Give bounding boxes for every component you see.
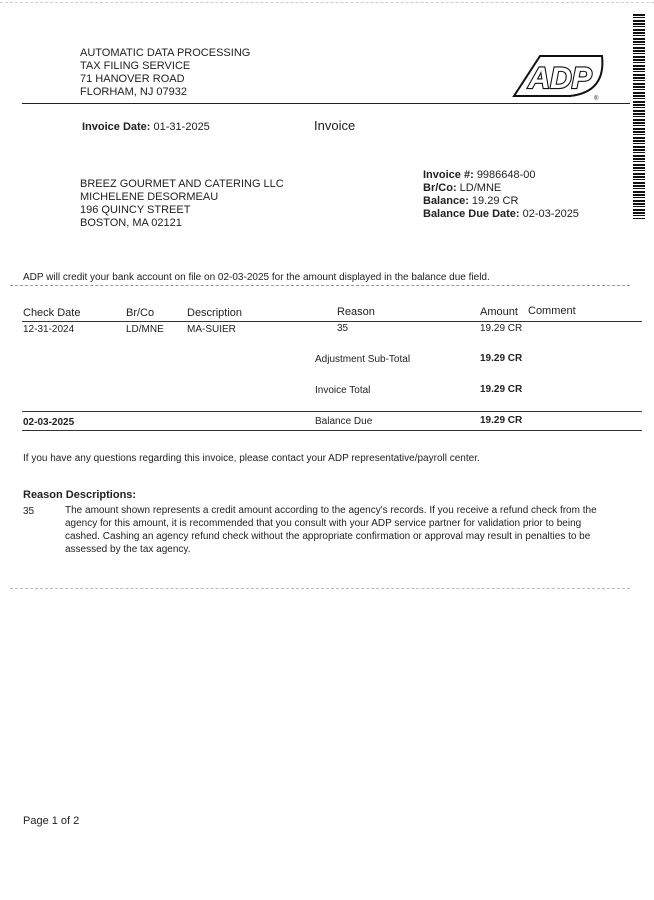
reason-line-3: cashed. Cashing an agency refund check without the appropriate confirmation or approval may result in penalties to be: [65, 531, 591, 542]
reason-code: 35: [23, 506, 35, 517]
invoice-number-label: Invoice #:: [423, 169, 474, 181]
brco-label: Br/Co:: [423, 182, 457, 194]
notice-dashed-rule: [10, 285, 630, 286]
table-header-rule: [22, 321, 642, 322]
col-header-reason: Reason: [337, 306, 375, 318]
row-amount: 19.29 CR: [480, 323, 523, 334]
document-title: Invoice: [314, 118, 356, 133]
questions-text: If you have any questions regarding this invoice, please contact your ADP representative/payroll center.: [23, 453, 480, 464]
registered-mark: ®: [594, 96, 599, 102]
invoice-date: [82, 121, 210, 133]
reason-line-2: agency for this amount, it is recommended that you consult with your ADP service partner for validation prior to being: [65, 518, 582, 529]
balance-due-label: Balance Due: [315, 416, 373, 427]
balance-top-rule: [22, 411, 642, 412]
col-header-check-date: Check Date: [23, 307, 81, 319]
page-number: Page 1 of 2: [23, 815, 80, 827]
due-date-value: 02-03-2025: [522, 208, 579, 220]
invoice-date-value: 01-31-2025: [153, 121, 210, 133]
invoice-total-label: Invoice Total: [315, 385, 371, 396]
row-description: MA-SUIER: [187, 324, 236, 335]
summary-balance: [423, 195, 518, 207]
reason-descriptions-heading: Reason Descriptions:: [23, 489, 137, 501]
sender-line-4: FLORHAM, NJ 07932: [80, 86, 187, 98]
invoice-date-label: Invoice Date:: [82, 121, 151, 133]
due-date-label: Balance Due Date:: [423, 208, 520, 220]
balance-label: Balance:: [423, 195, 469, 207]
adjustment-subtotal-value: 19.29 CR: [480, 353, 523, 364]
recipient-line-4: BOSTON, MA 02121: [80, 217, 182, 229]
row-reason: 35: [337, 323, 349, 334]
balance-due-value: 19.29 CR: [480, 415, 523, 426]
col-header-brco: Br/Co: [126, 307, 155, 319]
brco-value: LD/MNE: [459, 182, 502, 194]
header-rule: [22, 103, 630, 104]
sender-line-1: AUTOMATIC DATA PROCESSING: [80, 47, 251, 59]
adp-logo: [510, 50, 606, 102]
recipient-line-3: 196 QUINCY STREET: [80, 204, 191, 216]
top-scan-line: [0, 2, 654, 3]
col-header-comment: Comment: [528, 305, 576, 317]
balance-due-date: 02-03-2025: [23, 417, 75, 428]
row-brco: LD/MNE: [126, 324, 164, 335]
sender-line-2: TAX FILING SERVICE: [80, 60, 191, 72]
summary-due-date: [423, 208, 579, 220]
adp-logo-text: ADP: [528, 62, 592, 95]
col-header-description: Description: [187, 307, 243, 319]
section-end-dashed-rule: [10, 588, 630, 589]
adjustment-subtotal-label: Adjustment Sub-Total: [315, 354, 411, 365]
invoice-total-value: 19.29 CR: [480, 384, 523, 395]
col-header-amount: Amount: [480, 306, 518, 318]
credit-notice: ADP will credit your bank account on file on 02-03-2025 for the amount displayed in the balance due field.: [23, 272, 490, 283]
reason-line-4: assessed by the tax agency.: [65, 544, 191, 555]
summary-invoice-number: [423, 169, 536, 181]
sender-line-3: 71 HANOVER ROAD: [80, 73, 185, 85]
recipient-line-1: BREEZ GOURMET AND CATERING LLC: [80, 178, 284, 190]
summary-brco: [423, 182, 501, 194]
invoice-number-value: 9986648-00: [476, 169, 536, 181]
balance-bottom-rule: [22, 430, 642, 431]
row-check-date: 12-31-2024: [23, 324, 75, 335]
balance-value: 19.29 CR: [471, 195, 519, 207]
recipient-line-2: MICHELENE DESORMEAU: [80, 191, 219, 203]
barcode-strip: [633, 14, 645, 219]
reason-line-1: The amount shown represents a credit amount according to the agency's records. If you receive a refund check from the: [65, 505, 597, 516]
